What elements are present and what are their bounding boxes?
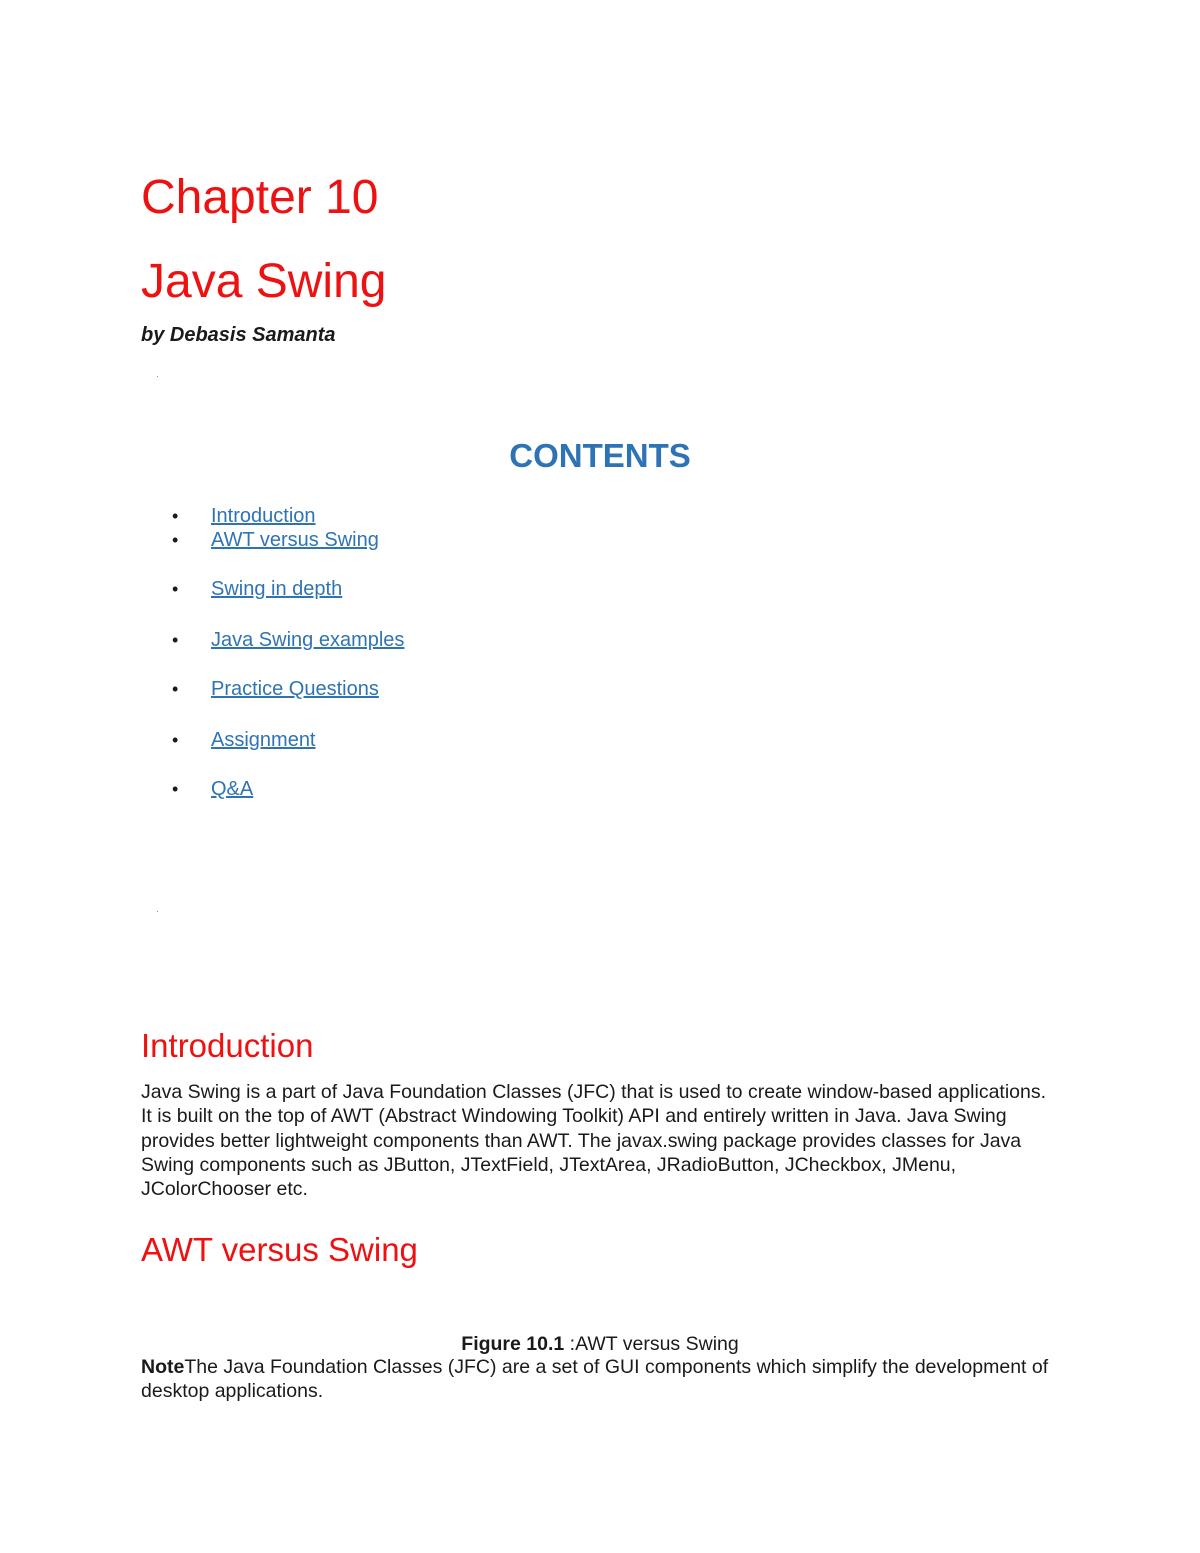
contents-heading: CONTENTS bbox=[509, 437, 691, 474]
chapter-number: Chapter 10 bbox=[141, 171, 379, 224]
figure-caption bbox=[0, 1332, 1200, 1356]
toc-link-practice-questions[interactable]: Practice Questions bbox=[211, 678, 379, 700]
note-label: Note bbox=[141, 1356, 185, 1378]
section-heading-introduction: Introduction bbox=[141, 1027, 314, 1064]
bullet-icon: • bbox=[172, 530, 179, 550]
section-heading-awt-versus-swing: AWT versus Swing bbox=[141, 1231, 418, 1268]
introduction-paragraph: Java Swing is a part of Java Foundation Classes (JFC) that is used to create window-based applications. It is built on the top of AWT (Abstract Windowing Toolkit) API and entirely written in Java. Java Swing provides better lightweight components than AWT. The javax.swing package provides classes for Java Swing components such as JButton, JTextField, JTextArea, JRadioButton, JCheckbox, JMenu, JColorChooser etc. bbox=[141, 1081, 1047, 1201]
bullet-icon: • bbox=[172, 579, 179, 599]
bullet-icon: • bbox=[172, 730, 179, 750]
author-byline: by Debasis Samanta bbox=[141, 324, 336, 346]
figure-caption-text: :AWT versus Swing bbox=[564, 1333, 739, 1355]
figure-label: Figure 10.1 bbox=[461, 1333, 565, 1355]
toc-link-introduction[interactable]: Introduction bbox=[211, 505, 316, 527]
bullet-icon: • bbox=[172, 679, 179, 699]
bullet-icon: • bbox=[172, 506, 179, 526]
bullet-icon: • bbox=[172, 630, 179, 650]
toc-link-qa[interactable]: Q&A bbox=[211, 778, 254, 800]
toc-link-awt-versus-swing[interactable]: AWT versus Swing bbox=[211, 529, 379, 551]
bullet-icon: • bbox=[172, 779, 179, 799]
stray-dot-marker: . bbox=[156, 904, 159, 915]
toc-link-assignment[interactable]: Assignment bbox=[211, 729, 316, 751]
document-title: Java Swing bbox=[141, 255, 387, 308]
note-paragraph bbox=[141, 1355, 1061, 1404]
toc-link-java-swing-examples[interactable]: Java Swing examples bbox=[211, 629, 405, 651]
stray-dot-marker: . bbox=[156, 369, 159, 380]
note-text: The Java Foundation Classes (JFC) are a set of GUI components which simplify the development of desktop applications. bbox=[141, 1356, 1049, 1403]
toc-link-swing-in-depth[interactable]: Swing in depth bbox=[211, 578, 343, 600]
